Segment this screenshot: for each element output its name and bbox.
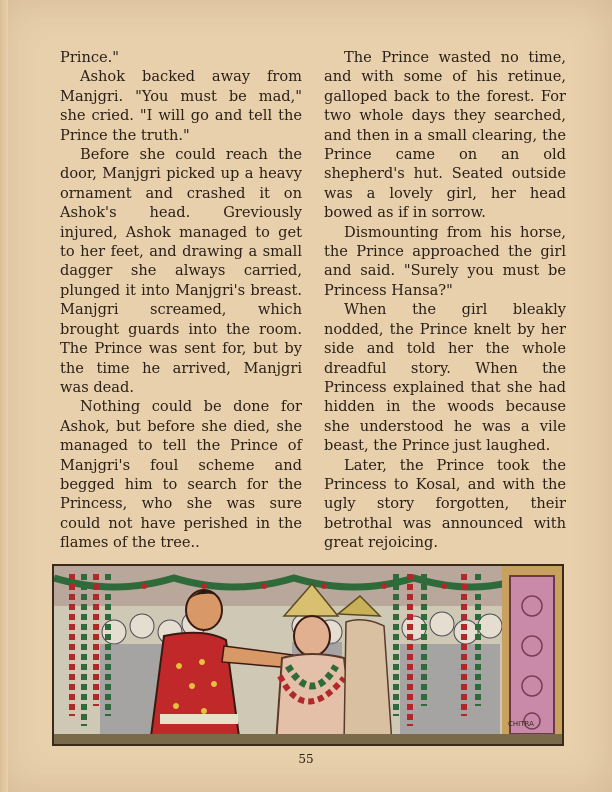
wedding-illustration — [52, 564, 564, 746]
paragraph: Nothing could be done for Ashok, but before she died, she managed to tell the Prince of Manjgri's foul scheme and begged him to search for the Princess, who she was sure could not have perished in the flames of the tree.. — [60, 398, 302, 552]
left-text-column — [60, 48, 302, 553]
page-edge — [0, 0, 8, 792]
paragraph: Ashok backed away from Manjgri. "You must be mad," she cried. "I will go and tell the Prince the truth." — [60, 68, 302, 144]
page-number: 55 — [298, 752, 314, 766]
right-text-column — [324, 48, 566, 553]
paragraph: When the girl bleakly nodded, the Prince knelt by her side and told her the whole dreadful story. When the Princess explained that she had hidden in the woods because she understood he was a vile beast, the Prince just laughed. — [324, 301, 566, 455]
paragraph: The Prince wasted no time, and with some of his retinue, galloped back to the forest. For two whole days they searched, and then in a small clearing, the Prince came on an old shepherd's hut. Seated outside was a lovely girl, her head bowed as if in sorrow. — [324, 49, 566, 222]
paragraph: Dismounting from his horse, the Prince approached the girl and said. "Surely you must be Princess Hansa?" — [324, 223, 566, 299]
artist-signature: CHITRA — [508, 720, 534, 728]
paragraph: Before she could reach the door, Manjgri picked up a heavy ornament and crashed it on Ashok's head. Greviously injured, Ashok managed to get to her feet, and drawing a small dagger she always carried, plunged it into Manjgri's breast. Manjgri screamed, which brought guards into the room. The Prince was sent for, but by the time he arrived, Manjgri was dead. — [60, 146, 302, 396]
paragraph: Later, the Prince took the Princess to Kosal, and with the ugly story forgotten, their betrothal was announced with great rejoicing. — [324, 456, 566, 552]
paragraph: Prince." — [60, 49, 120, 66]
